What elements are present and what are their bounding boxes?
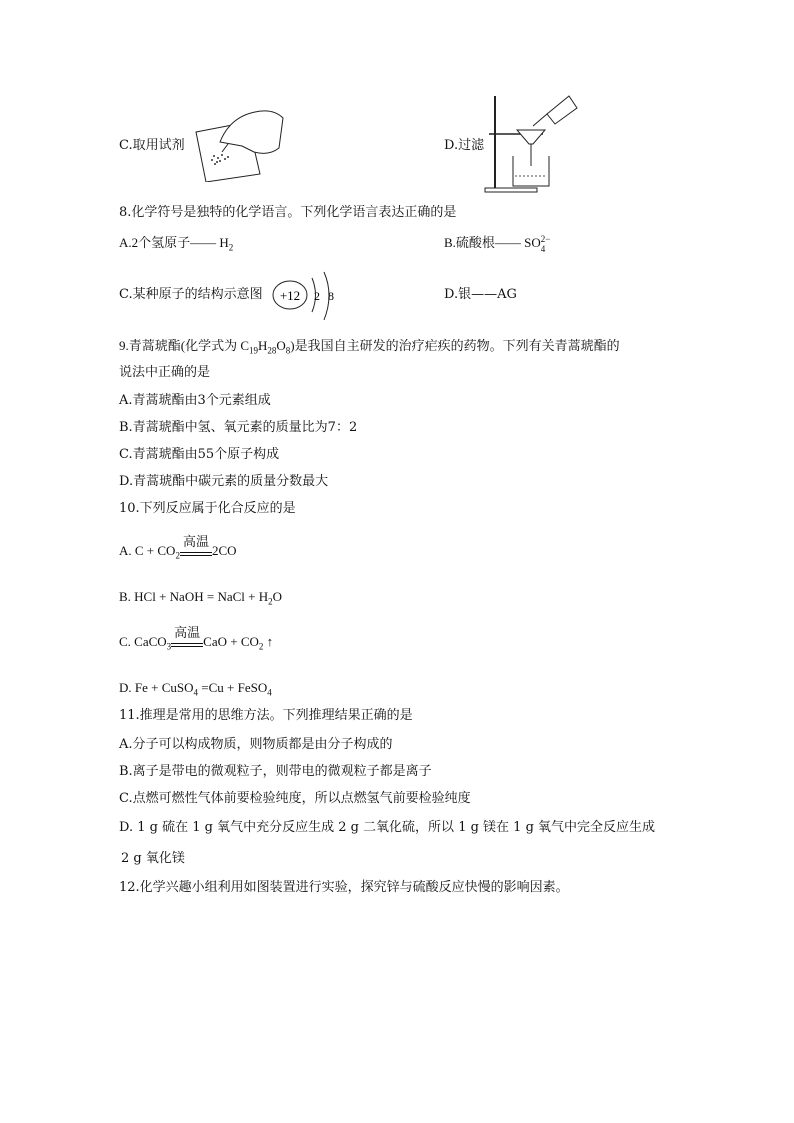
q8-option-b-formula: SO xyxy=(524,235,541,250)
atom-nucleus-charge: +12 xyxy=(279,288,301,303)
q10-stem: 10.下列反应属于化合反应的是 xyxy=(119,501,296,516)
q11-option-a: A.分子可以构成物质，则物质都是由分子构成的 xyxy=(119,737,393,752)
q8-option-d: D.银——AG xyxy=(444,287,517,302)
q12-stem: 12.化学兴趣小组利用如图装置进行实验，探究锌与硫酸反应快慢的影响因素。 xyxy=(119,880,569,895)
q10-option-c-sub: 3 xyxy=(166,641,172,652)
atom-shell-2: 8 xyxy=(328,289,334,303)
q10-option-b xyxy=(119,588,282,611)
q9-option-b: B.青蒿琥酯中氢、氧元素的质量比为7：2 xyxy=(119,420,358,435)
q10-option-b-tail: O xyxy=(272,589,282,604)
q7-option-c: C.取用试剂 xyxy=(119,138,185,153)
q10-option-d-sub2: 4 xyxy=(267,687,272,698)
q10-option-b-lead: B. HCl + NaOH = NaCl + H xyxy=(119,589,269,604)
q9-formula-h: H xyxy=(258,338,268,353)
q10-option-d-sub: 4 xyxy=(193,687,199,698)
q9-option-c: C.青蒿琥酯由55个原子构成 xyxy=(119,447,280,462)
q8-stem: 8.化学符号是独特的化学语言。下列化学语言表达正确的是 xyxy=(119,205,457,220)
q10-option-c-lead: C. CaCO xyxy=(119,634,167,649)
q9-formula-h-count: 28 xyxy=(267,345,277,356)
q8-option-b xyxy=(444,234,550,254)
q10-option-d xyxy=(119,679,272,702)
atom-shell-1: 2 xyxy=(314,289,320,303)
q9-option-a: A.青蒿琥酯由3个元素组成 xyxy=(119,393,271,408)
q9-formula-c-count: 19 xyxy=(249,345,259,356)
q9-stem-c: 说法中正确的是 xyxy=(119,365,211,380)
atom-structure-diagram xyxy=(270,270,340,322)
q9-stem xyxy=(119,337,620,360)
q11-stem: 11.推理是常用的思维方法。下列推理结果正确的是 xyxy=(119,708,413,723)
q11-option-c: C.点燃可燃性气体前要检验纯度，所以点燃氢气前要检验纯度 xyxy=(119,791,471,806)
q10-option-c-mid: CaO + CO xyxy=(203,634,259,649)
q8-option-a xyxy=(119,234,233,257)
q11-option-b: B.离子是带电的微观粒子，则带电的微观粒子都是离子 xyxy=(119,764,432,779)
reaction-condition-label: 高温 xyxy=(174,625,201,641)
q9-stem-b: )是我国自主研发的治疗疟疾的药物。下列有关青蒿琥酯的 xyxy=(290,338,620,353)
q8-option-c: C.某种原子的结构示意图 xyxy=(119,287,263,302)
hand-taking-reagent-illustration xyxy=(190,102,285,182)
q10-option-b-sub: 2 xyxy=(268,596,273,607)
q10-option-d-lead: D. Fe + CuSO xyxy=(119,680,194,695)
q10-option-c-sub2: 2 xyxy=(258,641,264,652)
q11-option-d-cont: 2 g 氧化镁 xyxy=(121,851,185,866)
q10-option-a-lead: A. C + CO xyxy=(119,543,176,558)
q10-option-a-sub: 2 xyxy=(175,550,180,561)
q10-option-d-mid: =Cu + FeSO xyxy=(198,680,268,695)
q8-option-a-formula: H xyxy=(219,235,229,250)
reaction-condition-label: 高温 xyxy=(182,534,209,550)
q9-formula-c: C xyxy=(240,338,250,353)
q8-option-b-sup: 2− xyxy=(540,234,551,245)
q7-option-d: D.过滤 xyxy=(444,138,485,153)
q8-option-a-text: A.2个氢原子—— xyxy=(119,235,217,250)
filtration-apparatus-illustration xyxy=(483,94,578,194)
q11-option-d: D. 1 g 硫在 1 g 氧气中充分反应生成 2 g 二氧化硫，所以 1 g 镁在 1 g 氧气中完全反应生成 xyxy=(119,820,656,835)
q9-option-d: D.青蒿琥酯中碳元素的质量分数最大 xyxy=(119,474,329,489)
q10-option-a-tail: 2CO xyxy=(211,543,237,558)
gas-arrow-icon: ↑ xyxy=(266,634,274,649)
q8-option-b-sub: 4 xyxy=(540,244,546,255)
q8-option-b-text: B.硫酸根—— xyxy=(444,235,521,250)
reaction-condition xyxy=(180,534,212,556)
reaction-condition xyxy=(171,625,203,647)
q10-option-c xyxy=(119,625,274,656)
q9-stem-a: 9.青蒿琥酯(化学式为 xyxy=(119,338,238,353)
q9-formula-o: O xyxy=(276,338,286,353)
q10-option-a xyxy=(119,534,237,565)
q9-formula-o-count: 8 xyxy=(285,345,291,356)
q8-option-a-sub: 2 xyxy=(228,242,234,253)
